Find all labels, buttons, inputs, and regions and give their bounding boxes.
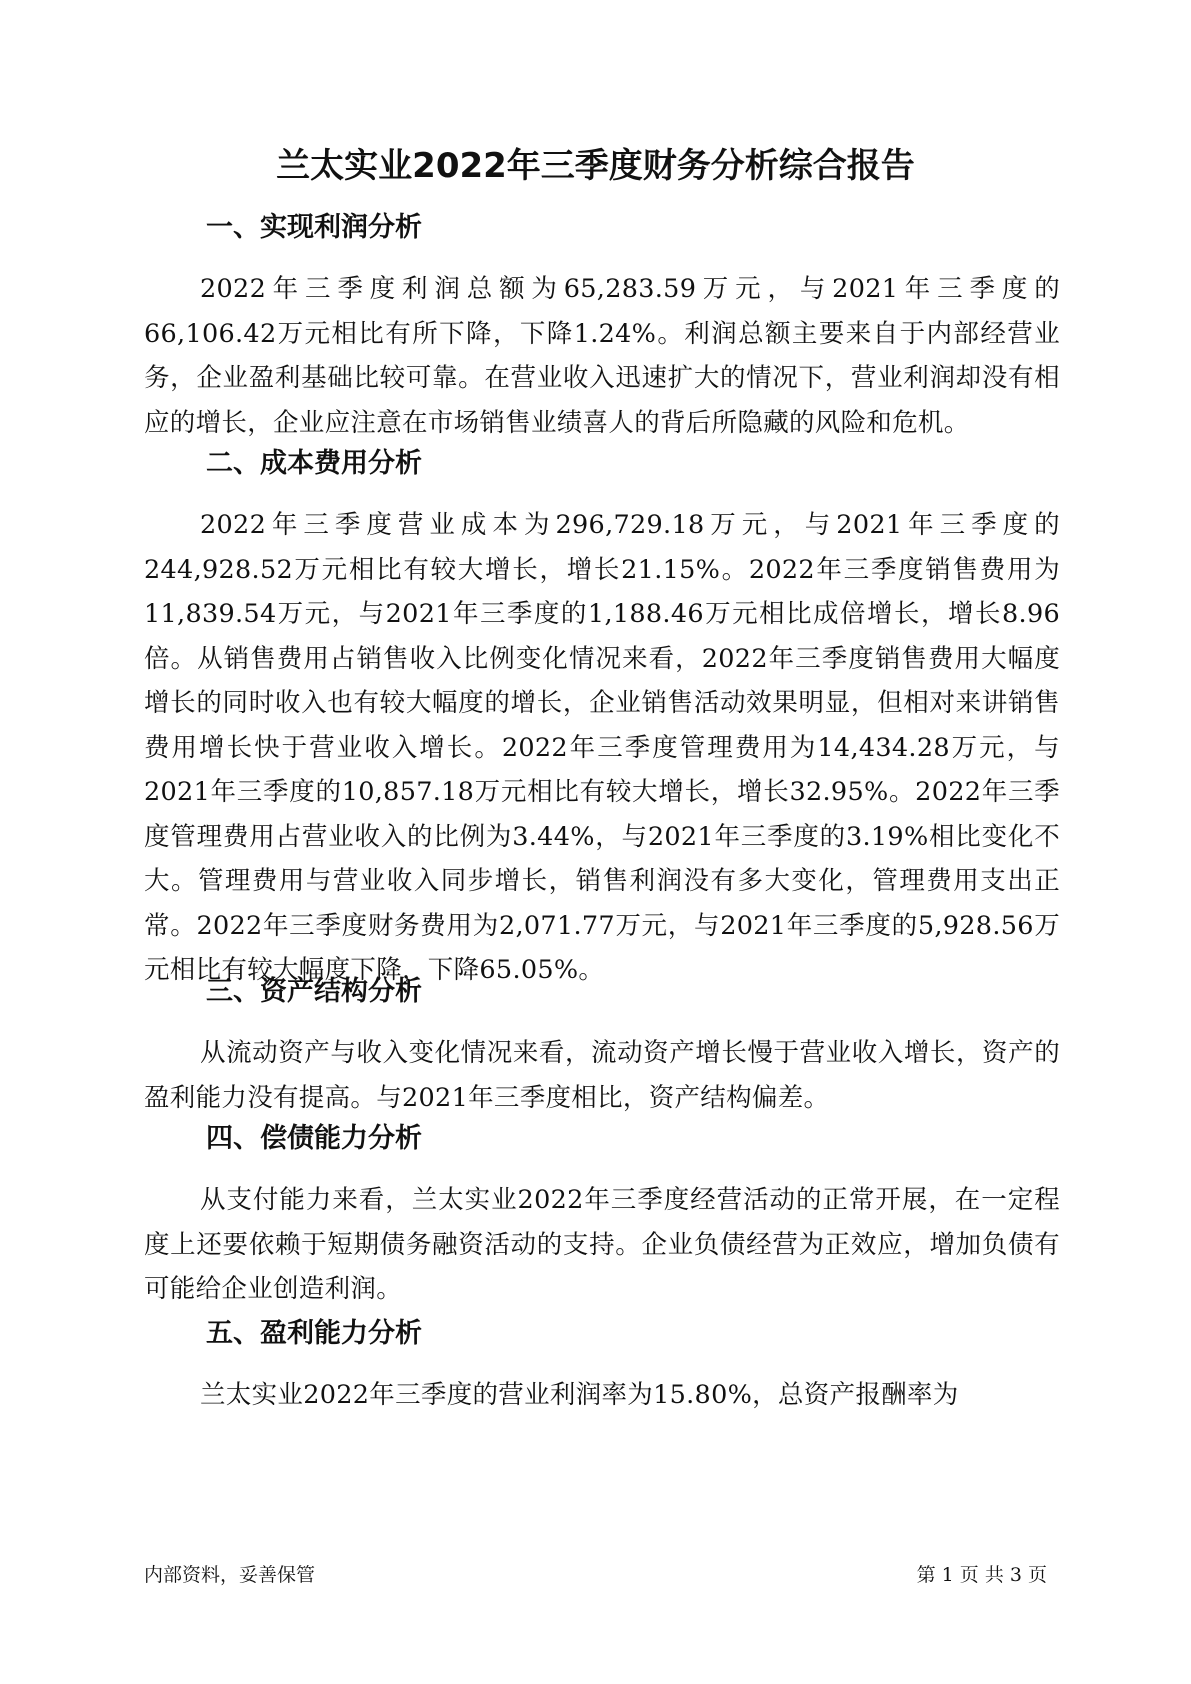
paragraph-assets: 从流动资产与收入变化情况来看，流动资产增长慢于营业收入增长，资产的盈利能力没有提高。与2021年三季度相比，资产结构偏差。 xyxy=(144,1038,1060,1113)
document-title: 兰太实业2022年三季度财务分析综合报告 xyxy=(276,146,915,186)
section-heading-cost: 二、成本费用分析 xyxy=(206,448,422,479)
section-heading-solvency: 四、偿债能力分析 xyxy=(206,1123,422,1154)
section-heading-assets: 三、资产结构分析 xyxy=(206,976,422,1007)
section-heading-profit: 一、实现利润分析 xyxy=(206,212,422,243)
paragraph-profitability: 兰太实业2022年三季度的营业利润率为15.80%，总资产报酬率为 xyxy=(200,1380,959,1410)
footer-confidential-note: 内部资料，妥善保管 xyxy=(144,1564,316,1586)
paragraph-solvency: 从支付能力来看，兰太实业2022年三季度经营活动的正常开展，在一定程度上还要依赖于短期债务融资活动的支持。企业负债经营为正效应，增加负债有可能给企业创造利润。 xyxy=(144,1185,1060,1304)
paragraph-cost: 2022年三季度营业成本为296,729.18万元，与2021年三季度的244,928.52万元相比有较大增长，增长21.15%。2022年三季度销售费用为11,839.54万元，与2021年三季度的1,188.46万元相比成倍增长，增长8.96倍。从销售费用占销售收入比例变化情况来看，2022年三季度销售费用大幅度增长的同时收入也有较大幅度的增长，企业销售活动效果明显，但相对来讲销售费用增长快于营业收入增长。2022年三季度管理费用为14,434.28万元，与2021年三季度的10,857.18万元相比有较大增长，增长32.95%。2022年三季度管理费用占营业收入的比例为3.44%，与2021年三季度的3.19%相比变化不大。管理费用与营业收入同步增长，销售利润没有多大变化，管理费用支出正常。2022年三季度财务费用为2,071.77万元，与2021年三季度的5,928.56万元相比有较大幅度下降，下降65.05%。 xyxy=(144,510,1060,985)
footer-page-number: 第 1 页 共 3 页 xyxy=(916,1564,1047,1586)
paragraph-profit: 2022年三季度利润总额为65,283.59万元，与2021年三季度的66,106.42万元相比有所下降，下降1.24%。利润总额主要来自于内部经营业务，企业盈利基础比较可靠。在营业收入迅速扩大的情况下，营业利润却没有相应的增长，企业应注意在市场销售业绩喜人的背后所隐藏的风险和危机。 xyxy=(144,274,1060,438)
section-heading-profitability: 五、盈利能力分析 xyxy=(206,1318,422,1349)
